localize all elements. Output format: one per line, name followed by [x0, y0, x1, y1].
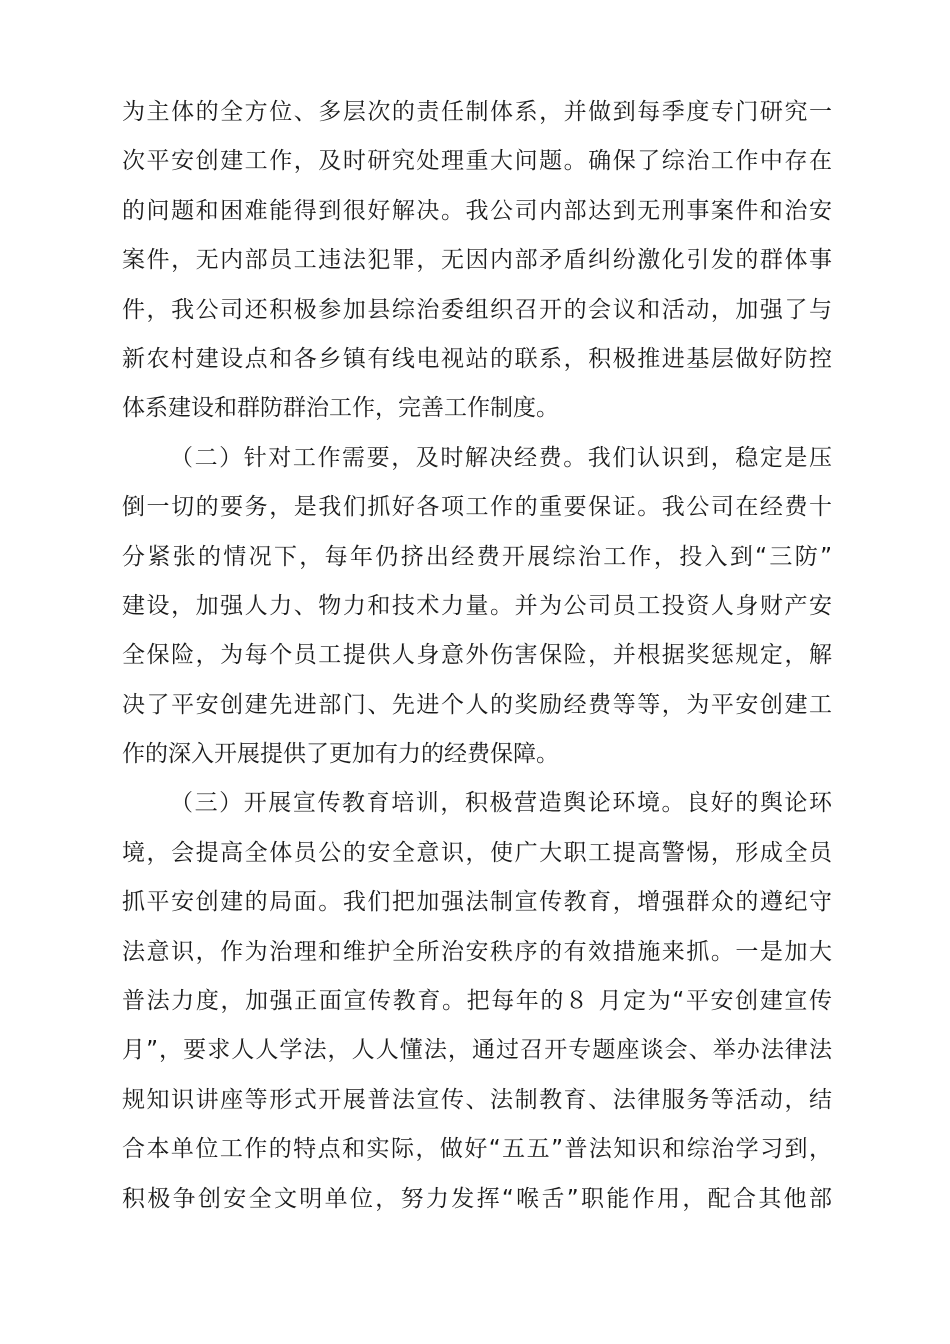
text-line: 境，会提高全体员公的安全意识，使广大职工提高警惕，形成全员: [122, 839, 832, 866]
text-line: 决了平安创建先进部门、先进个人的奖励经费等等，为平安创建工: [122, 691, 832, 718]
text-line: 件，我公司还积极参加县综治委组织召开的会议和活动，加强了与: [122, 296, 832, 323]
text-line: 抓平安创建的局面。我们把加强法制宣传教育，增强群众的遵纪守: [122, 889, 832, 916]
paragraph-2: [122, 434, 832, 780]
text-line: 的问题和困难能得到很好解决。我公司内部达到无刑事案件和治安: [122, 197, 832, 224]
text-line: 普法力度，加强正面宣传教育。把每年的８ 月定为“平安创建宣传: [122, 988, 832, 1015]
text-line: 建设，加强人力、物力和技术力量。并为公司员工投资人身财产安: [122, 592, 832, 619]
text-line: 分紧张的情况下，每年仍挤出经费开展综治工作，投入到“三防”: [122, 543, 832, 570]
text-line: 案件，无内部员工违法犯罪，无因内部矛盾纠纷激化引发的群体事: [122, 247, 832, 274]
paragraph-3: [122, 779, 832, 1224]
text-line: 全保险，为每个员工提供人身意外伤害保险，并根据奖惩规定，解: [122, 642, 832, 669]
document-body: [122, 88, 832, 1224]
text-line: 倒一切的要务，是我们抓好各项工作的重要保证。我公司在经费十: [122, 494, 832, 521]
text-line: 月”，要求人人学法，人人懂法，通过召开专题座谈会、举办法律法: [122, 1037, 832, 1064]
text-line: 合本单位工作的特点和实际，做好“五五”普法知识和综治学习到，: [122, 1136, 832, 1163]
text-line: 新农村建设点和各乡镇有线电视站的联系，积极推进基层做好防控: [122, 345, 832, 372]
text-line: 积极争创安全文明单位，努力发挥“喉舌”职能作用，配合其他部: [122, 1185, 832, 1212]
text-line: 次平安创建工作，及时研究处理重大问题。确保了综治工作中存在: [122, 148, 832, 175]
text-line: 规知识讲座等形式开展普法宣传、法制教育、法律服务等活动，结: [122, 1086, 832, 1113]
text-line: （二）针对工作需要，及时解决经费。我们认识到，稳定是压: [170, 444, 832, 471]
text-line: 法意识，作为治理和维护全所治安秩序的有效措施来抓。一是加大: [122, 938, 832, 965]
text-line: 作的深入开展提供了更加有力的经费保障。: [122, 741, 559, 768]
text-line: （三）开展宣传教育培训，积极营造舆论环境。良好的舆论环: [170, 790, 832, 817]
paragraph-1: [122, 88, 832, 434]
text-line: 体系建设和群防群治工作，完善工作制度。: [122, 395, 559, 422]
text-line: 为主体的全方位、多层次的责任制体系，并做到每季度专门研究一: [122, 99, 832, 125]
